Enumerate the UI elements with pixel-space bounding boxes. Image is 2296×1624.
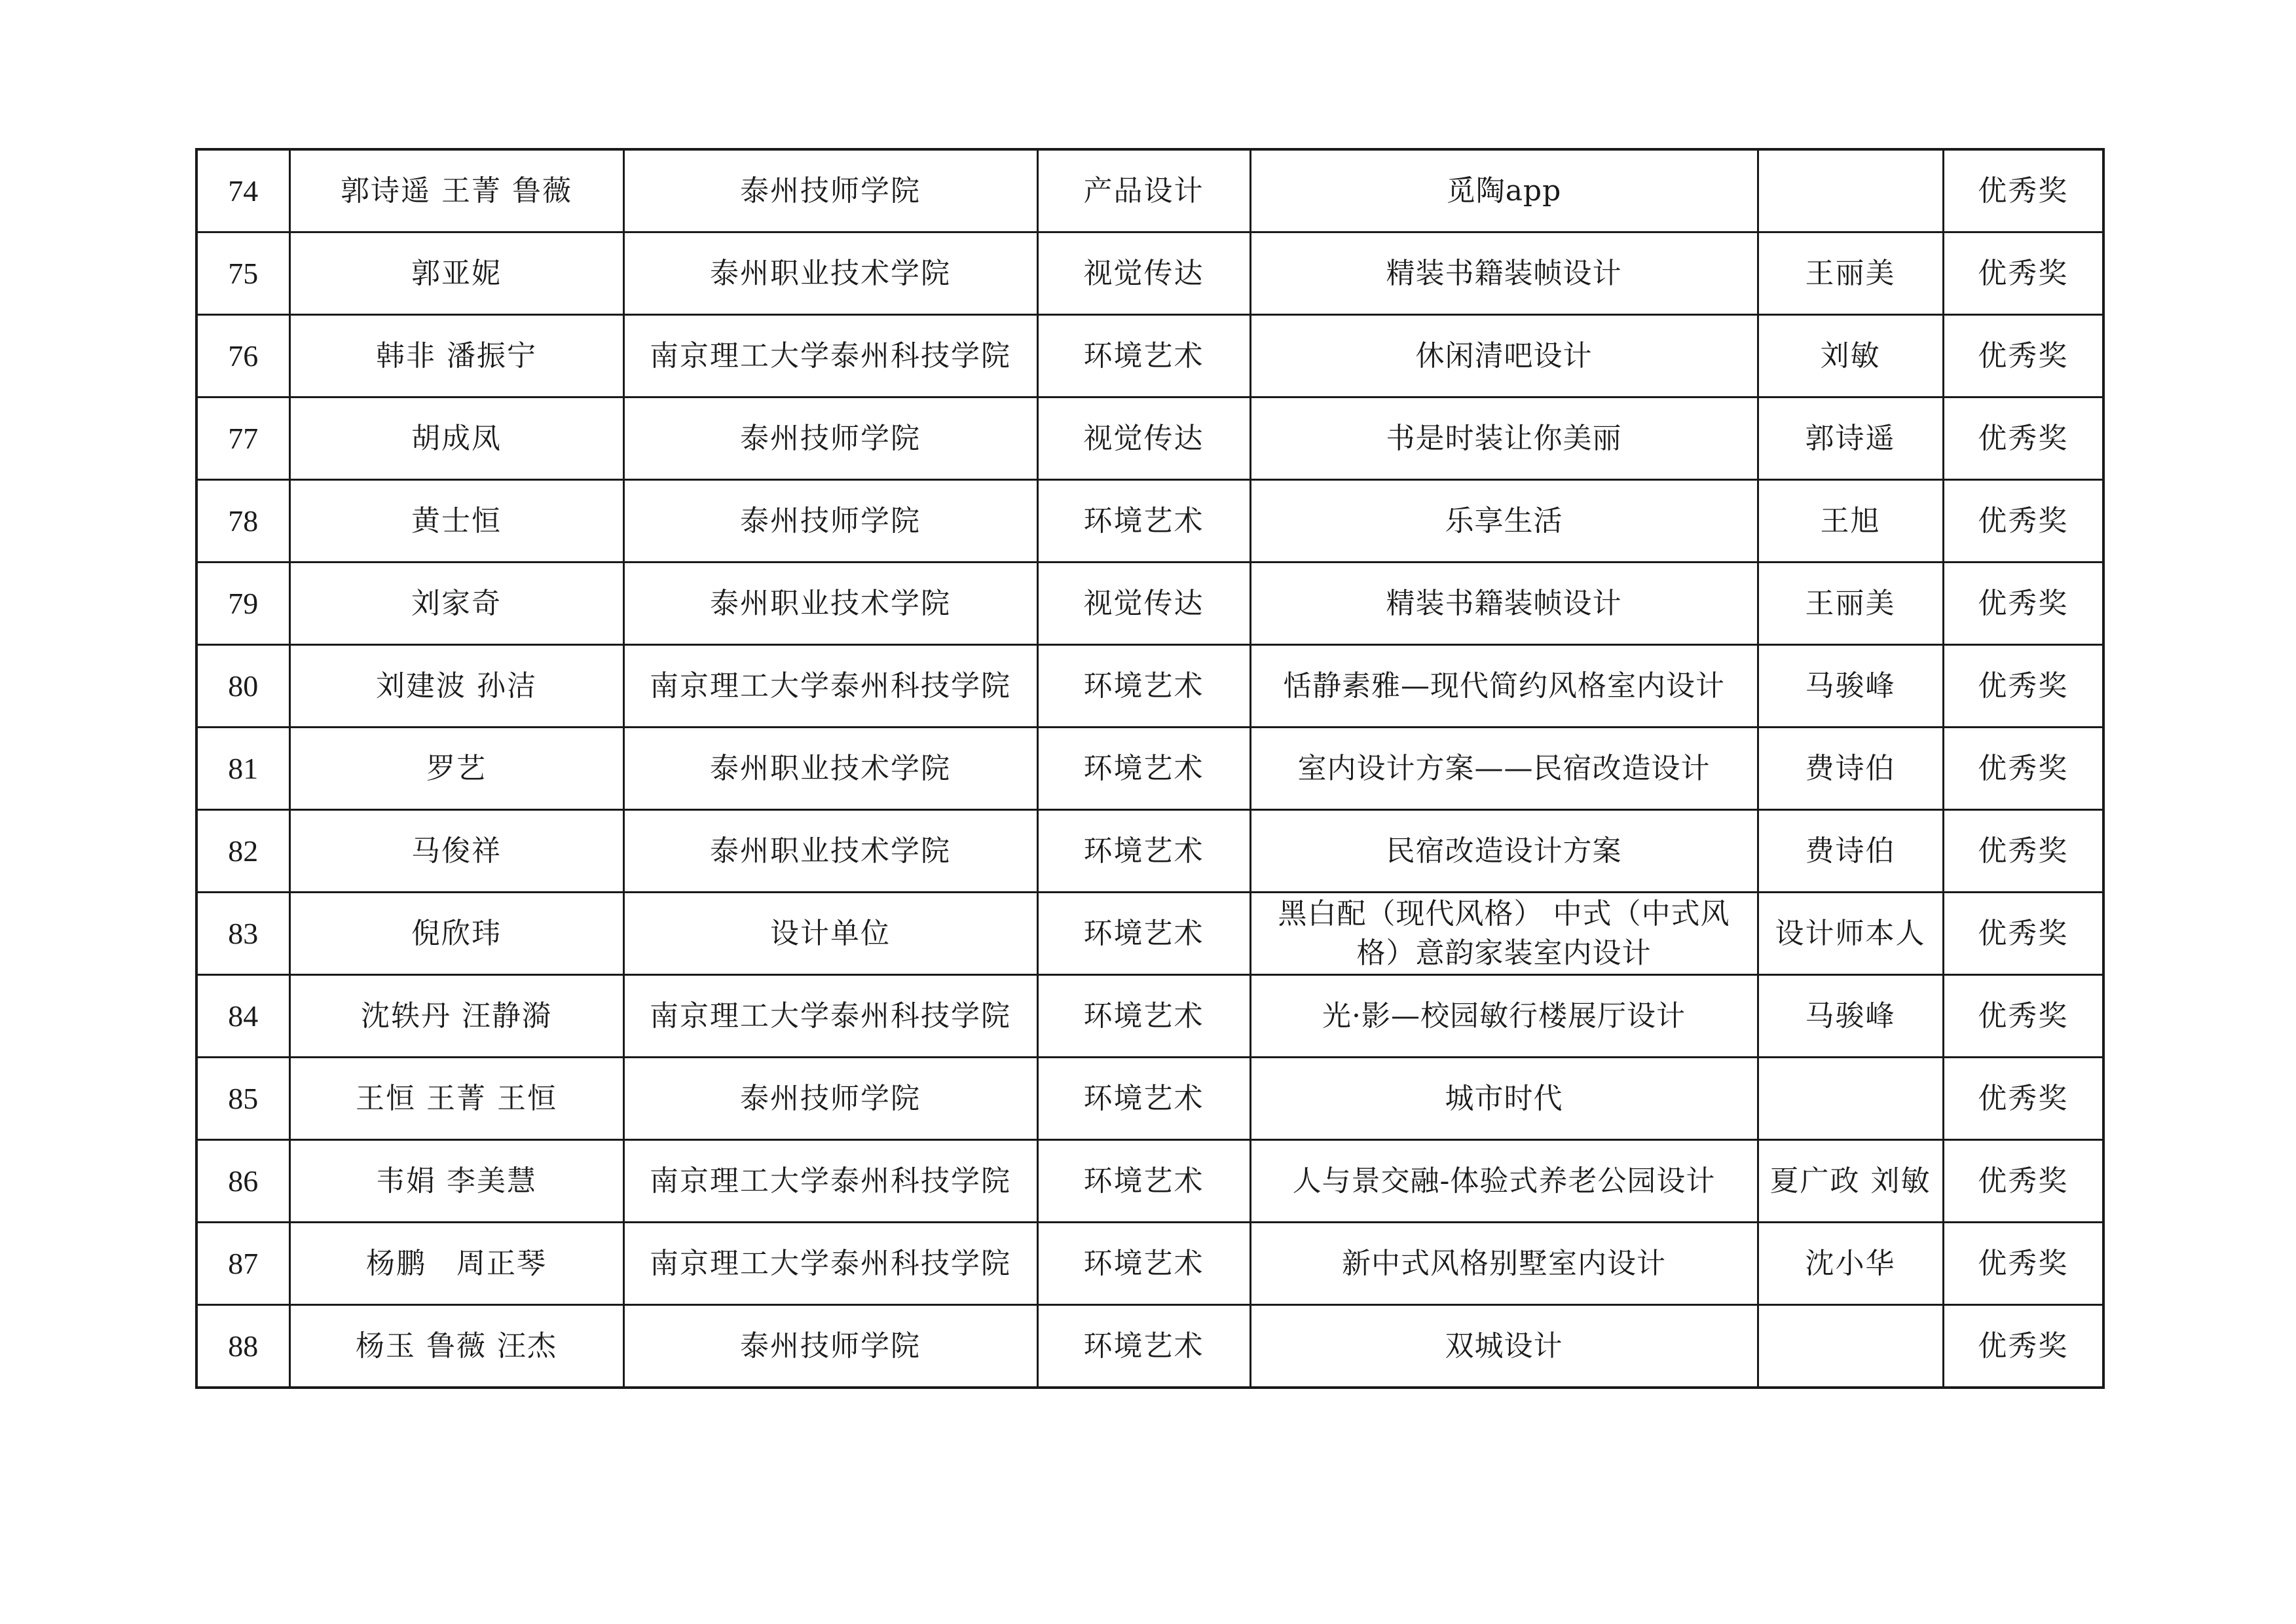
- work-title-cell: 休闲清吧设计: [1250, 315, 1758, 397]
- table-row: [196, 149, 2103, 232]
- award-cell: 优秀奖: [1943, 1058, 2103, 1140]
- table-row: [196, 315, 2103, 397]
- adviser-cell: 夏广政 刘敏: [1758, 1140, 1943, 1223]
- school-cell: 泰州技师学院: [623, 397, 1037, 480]
- work-title-cell: 黑白配（现代风格） 中式（中式风格）意韵家装室内设计: [1250, 893, 1758, 975]
- school-cell: 泰州技师学院: [623, 1305, 1037, 1388]
- work-title-cell: 室内设计方案——民宿改造设计: [1250, 728, 1758, 810]
- adviser-cell: [1758, 1058, 1943, 1140]
- category-cell: 视觉传达: [1037, 563, 1250, 645]
- table-row: [196, 645, 2103, 728]
- work-title-cell: 民宿改造设计方案: [1250, 810, 1758, 893]
- adviser-cell: 郭诗遥: [1758, 397, 1943, 480]
- award-cell: 优秀奖: [1943, 975, 2103, 1058]
- award-cell: 优秀奖: [1943, 1223, 2103, 1305]
- work-title-cell: 觅陶app: [1250, 149, 1758, 232]
- school-cell: 设计单位: [623, 893, 1037, 975]
- award-cell: 优秀奖: [1943, 397, 2103, 480]
- authors-cell: 刘建波 孙洁: [289, 645, 623, 728]
- category-cell: 环境艺术: [1037, 975, 1250, 1058]
- table-row: [196, 480, 2103, 563]
- entry-number-cell: 77: [196, 397, 289, 480]
- entry-number-cell: 74: [196, 149, 289, 232]
- adviser-cell: 费诗伯: [1758, 810, 1943, 893]
- work-title-cell: 恬静素雅—现代简约风格室内设计: [1250, 645, 1758, 728]
- table-row: [196, 1223, 2103, 1305]
- authors-cell: 杨鹏 周正琴: [289, 1223, 623, 1305]
- category-cell: 环境艺术: [1037, 1305, 1250, 1388]
- authors-cell: 马俊祥: [289, 810, 623, 893]
- award-table-body: [196, 149, 2103, 1388]
- award-cell: 优秀奖: [1943, 232, 2103, 315]
- award-cell: 优秀奖: [1943, 645, 2103, 728]
- award-cell: 优秀奖: [1943, 480, 2103, 563]
- adviser-cell: 沈小华: [1758, 1223, 1943, 1305]
- entry-number-cell: 85: [196, 1058, 289, 1140]
- adviser-cell: 王丽美: [1758, 563, 1943, 645]
- category-cell: 环境艺术: [1037, 1140, 1250, 1223]
- award-cell: 优秀奖: [1943, 810, 2103, 893]
- school-cell: 南京理工大学泰州科技学院: [623, 1223, 1037, 1305]
- adviser-cell: 设计师本人: [1758, 893, 1943, 975]
- category-cell: 环境艺术: [1037, 1223, 1250, 1305]
- category-cell: 环境艺术: [1037, 645, 1250, 728]
- entry-number-cell: 86: [196, 1140, 289, 1223]
- authors-cell: 倪欣玮: [289, 893, 623, 975]
- entry-number-cell: 78: [196, 480, 289, 563]
- table-row: [196, 893, 2103, 975]
- authors-cell: 杨玉 鲁薇 汪杰: [289, 1305, 623, 1388]
- adviser-cell: 马骏峰: [1758, 975, 1943, 1058]
- entry-number-cell: 75: [196, 232, 289, 315]
- category-cell: 产品设计: [1037, 149, 1250, 232]
- authors-cell: 郭亚妮: [289, 232, 623, 315]
- school-cell: 南京理工大学泰州科技学院: [623, 1140, 1037, 1223]
- work-title-cell: 双城设计: [1250, 1305, 1758, 1388]
- award-cell: 优秀奖: [1943, 728, 2103, 810]
- award-list-table: [195, 148, 2105, 1389]
- category-cell: 环境艺术: [1037, 1058, 1250, 1140]
- work-title-cell: 城市时代: [1250, 1058, 1758, 1140]
- authors-cell: 郭诗遥 王菁 鲁薇: [289, 149, 623, 232]
- school-cell: 泰州职业技术学院: [623, 563, 1037, 645]
- award-cell: 优秀奖: [1943, 315, 2103, 397]
- authors-cell: 罗艺: [289, 728, 623, 810]
- entry-number-cell: 83: [196, 893, 289, 975]
- work-title-cell: 人与景交融-体验式养老公园设计: [1250, 1140, 1758, 1223]
- work-title-cell: 精装书籍装帧设计: [1250, 563, 1758, 645]
- table-row: [196, 563, 2103, 645]
- school-cell: 泰州技师学院: [623, 480, 1037, 563]
- authors-cell: 韩非 潘振宁: [289, 315, 623, 397]
- table-row: [196, 1058, 2103, 1140]
- adviser-cell: [1758, 149, 1943, 232]
- entry-number-cell: 80: [196, 645, 289, 728]
- category-cell: 环境艺术: [1037, 480, 1250, 563]
- entry-number-cell: 87: [196, 1223, 289, 1305]
- school-cell: 泰州职业技术学院: [623, 232, 1037, 315]
- category-cell: 视觉传达: [1037, 232, 1250, 315]
- work-title-cell: 新中式风格别墅室内设计: [1250, 1223, 1758, 1305]
- table-row: [196, 1140, 2103, 1223]
- category-cell: 环境艺术: [1037, 728, 1250, 810]
- adviser-cell: 费诗伯: [1758, 728, 1943, 810]
- work-title-cell: 书是时装让你美丽: [1250, 397, 1758, 480]
- table-row: [196, 1305, 2103, 1388]
- category-cell: 环境艺术: [1037, 315, 1250, 397]
- award-cell: 优秀奖: [1943, 563, 2103, 645]
- table-row: [196, 397, 2103, 480]
- entry-number-cell: 84: [196, 975, 289, 1058]
- work-title-cell: 精装书籍装帧设计: [1250, 232, 1758, 315]
- adviser-cell: 王旭: [1758, 480, 1943, 563]
- work-title-cell: 光·影—校园敏行楼展厅设计: [1250, 975, 1758, 1058]
- table-row: [196, 975, 2103, 1058]
- entry-number-cell: 76: [196, 315, 289, 397]
- authors-cell: 胡成凤: [289, 397, 623, 480]
- adviser-cell: 马骏峰: [1758, 645, 1943, 728]
- authors-cell: 沈轶丹 汪静漪: [289, 975, 623, 1058]
- authors-cell: 韦娟 李美慧: [289, 1140, 623, 1223]
- authors-cell: 刘家奇: [289, 563, 623, 645]
- school-cell: 泰州职业技术学院: [623, 810, 1037, 893]
- adviser-cell: [1758, 1305, 1943, 1388]
- award-cell: 优秀奖: [1943, 1140, 2103, 1223]
- school-cell: 泰州技师学院: [623, 149, 1037, 232]
- school-cell: 泰州职业技术学院: [623, 728, 1037, 810]
- adviser-cell: 刘敏: [1758, 315, 1943, 397]
- entry-number-cell: 82: [196, 810, 289, 893]
- category-cell: 视觉传达: [1037, 397, 1250, 480]
- school-cell: 泰州技师学院: [623, 1058, 1037, 1140]
- entry-number-cell: 81: [196, 728, 289, 810]
- table-row: [196, 810, 2103, 893]
- table-row: [196, 232, 2103, 315]
- category-cell: 环境艺术: [1037, 893, 1250, 975]
- entry-number-cell: 88: [196, 1305, 289, 1388]
- category-cell: 环境艺术: [1037, 810, 1250, 893]
- adviser-cell: 王丽美: [1758, 232, 1943, 315]
- award-cell: 优秀奖: [1943, 893, 2103, 975]
- work-title-cell: 乐享生活: [1250, 480, 1758, 563]
- award-cell: 优秀奖: [1943, 149, 2103, 232]
- award-cell: 优秀奖: [1943, 1305, 2103, 1388]
- school-cell: 南京理工大学泰州科技学院: [623, 975, 1037, 1058]
- table-row: [196, 728, 2103, 810]
- entry-number-cell: 79: [196, 563, 289, 645]
- school-cell: 南京理工大学泰州科技学院: [623, 315, 1037, 397]
- authors-cell: 王恒 王菁 王恒: [289, 1058, 623, 1140]
- school-cell: 南京理工大学泰州科技学院: [623, 645, 1037, 728]
- authors-cell: 黄士恒: [289, 480, 623, 563]
